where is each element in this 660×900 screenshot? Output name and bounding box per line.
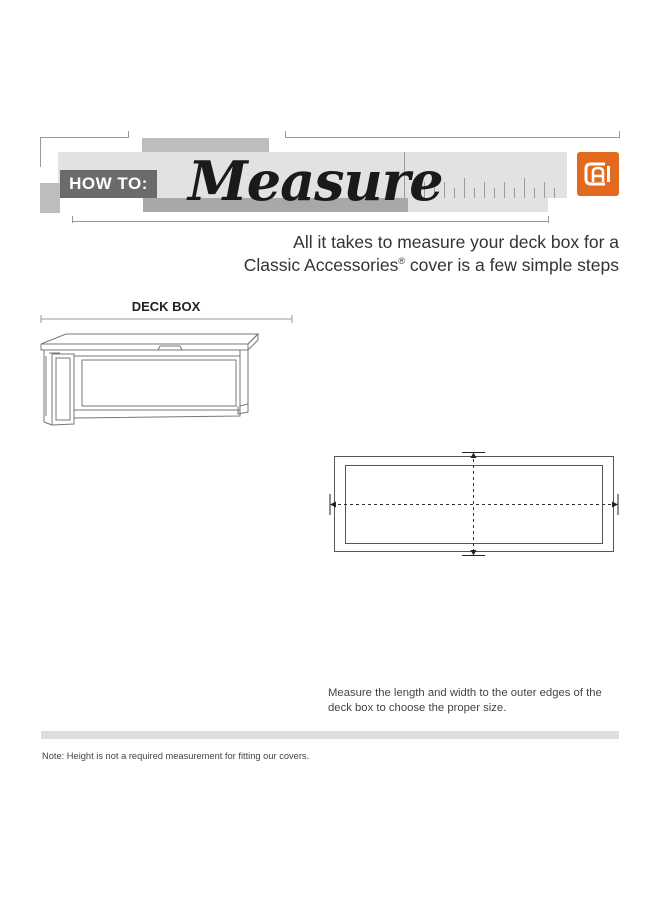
dimension-tick — [40, 137, 41, 167]
classic-accessories-logo-icon — [577, 152, 619, 196]
banner-block — [40, 183, 60, 213]
intro-text — [199, 231, 619, 277]
page-title: Measure — [188, 149, 443, 213]
footer-divider — [41, 731, 619, 739]
how-to-label: HOW TO: — [60, 170, 157, 198]
intro-line-1: All it takes to measure your deck box for a — [293, 232, 619, 252]
intro-line-2-rest: cover is a few simple steps — [405, 255, 619, 275]
dimension-line-bottom — [72, 221, 548, 222]
dimension-tick — [548, 216, 549, 223]
registered-mark: ® — [398, 256, 406, 267]
top-view-measurement-diagram-icon — [326, 448, 622, 562]
dimension-tick — [285, 131, 286, 138]
dimension-line-top-right — [285, 137, 619, 138]
intro-brand: Classic Accessories — [243, 255, 399, 275]
dimension-tick — [619, 131, 620, 138]
dimension-line-top-left — [40, 137, 128, 138]
deck-box-title: DECK BOX — [131, 299, 201, 314]
deck-box-illustration-icon — [38, 330, 260, 430]
measurement-caption: Measure the length and width to the outer edges of the deck box to choose the proper size. — [328, 687, 602, 714]
footnote: Note: Height is not a required measurement for fitting our covers. — [42, 751, 310, 761]
intro-line-2 — [199, 254, 619, 277]
dimension-tick — [128, 131, 129, 138]
dimension-tick — [72, 216, 73, 223]
deck-box-dimension-line — [40, 314, 294, 324]
